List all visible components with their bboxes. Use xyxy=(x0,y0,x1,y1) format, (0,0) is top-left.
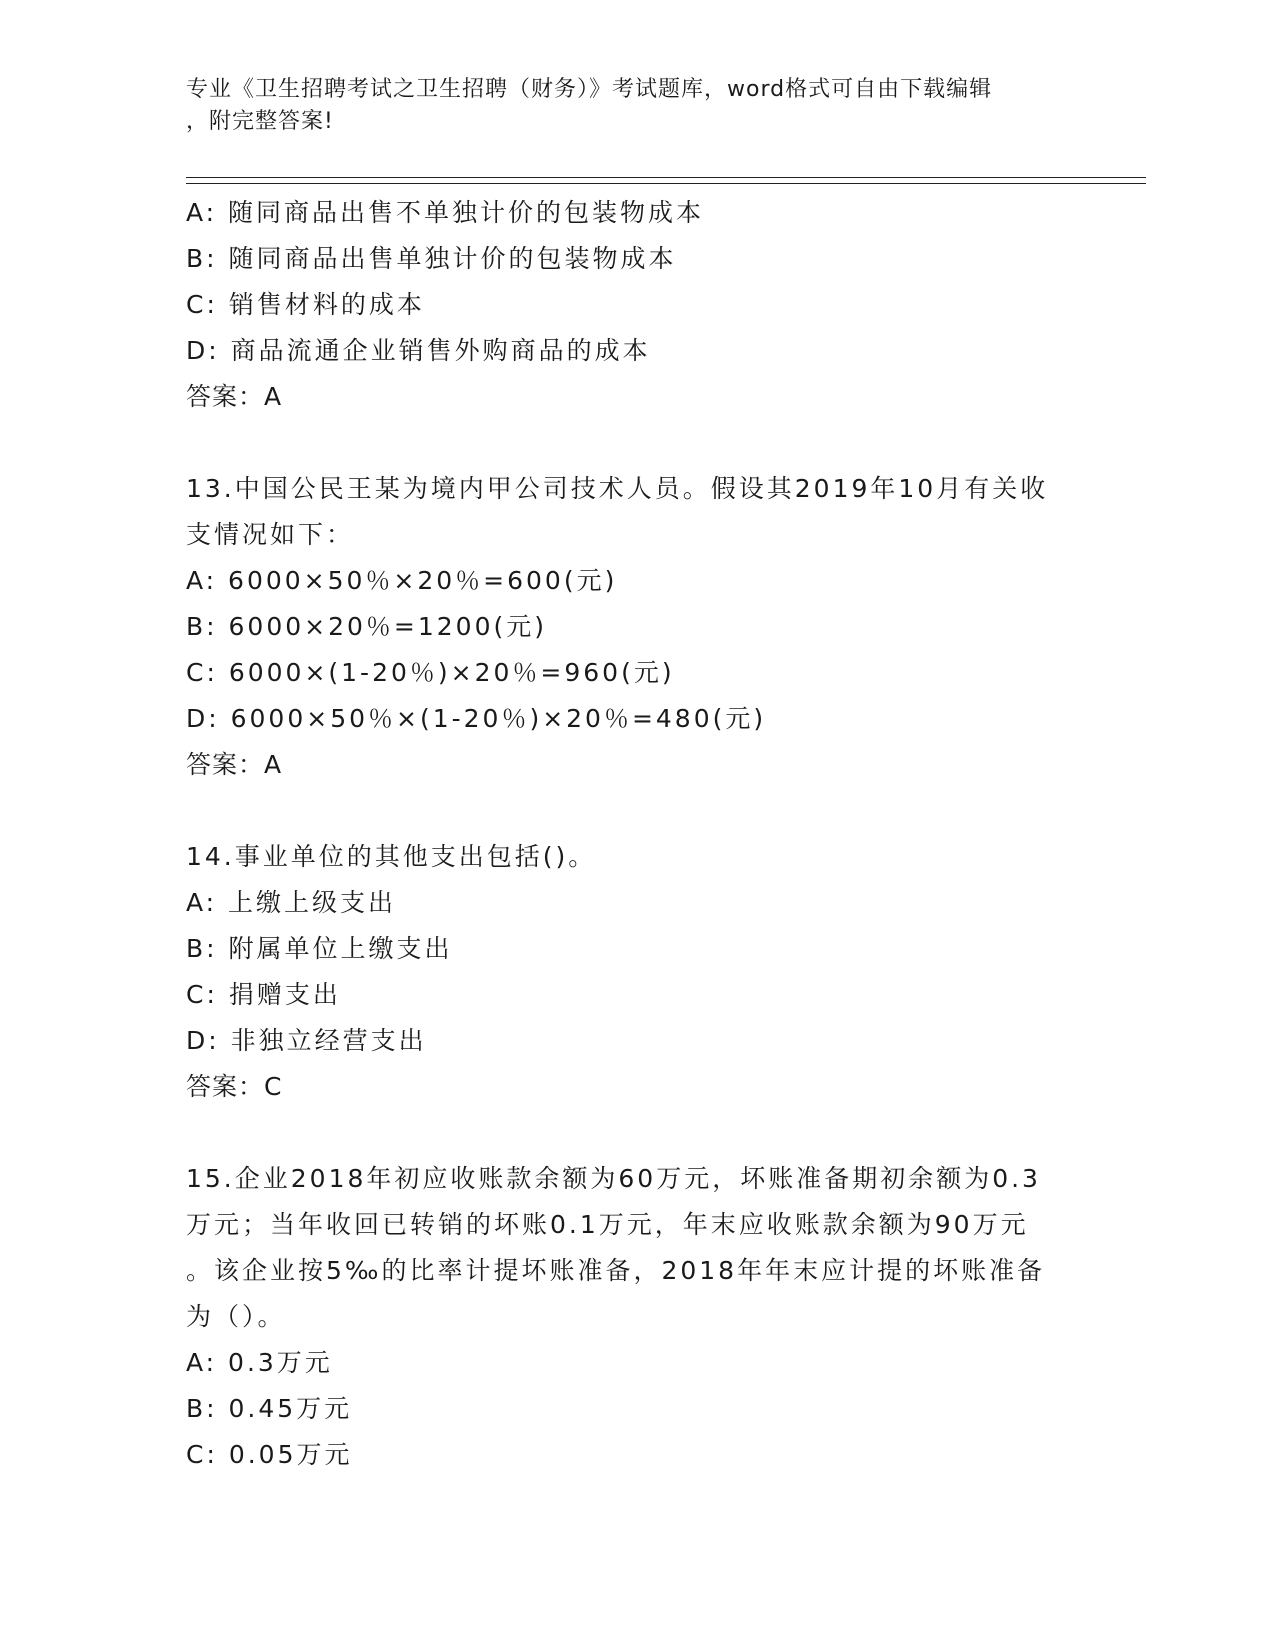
option-b: B: 6000×20％=1200(元) xyxy=(186,612,547,641)
option-a: A: 0.3万元 xyxy=(186,1348,333,1377)
spacer xyxy=(186,1110,1086,1156)
option-a: A: 上缴上级支出 xyxy=(186,888,397,917)
question-list xyxy=(186,190,1086,1478)
question-text: 13.中国公民王某为境内甲公司技术人员。假设其2019年10月有关收 xyxy=(186,474,1049,503)
option-b: B: 0.45万元 xyxy=(186,1394,353,1423)
question-text: 15.企业2018年初应收账款余额为60万元，坏账准备期初余额为0.3 xyxy=(186,1164,1041,1193)
option-c: C: 6000×(1-20％)×20％=960(元) xyxy=(186,658,675,687)
question-text: 。该企业按5‰的比率计提坏账准备，2018年年末应计提的坏账准备 xyxy=(186,1256,1046,1285)
option-d: D: 6000×50％×(1-20％)×20％=480(元) xyxy=(186,704,767,733)
option-d: D: 商品流通企业销售外购商品的成本 xyxy=(186,336,651,365)
option-b: B: 附属单位上缴支出 xyxy=(186,934,453,963)
question-text: 为（）。 xyxy=(186,1302,286,1331)
answer: 答案：C xyxy=(186,1072,283,1101)
option-d: D: 非独立经营支出 xyxy=(186,1026,427,1055)
document-header xyxy=(186,74,1086,138)
header-line-2: ，附完整答案! xyxy=(186,109,334,134)
header-divider-bottom xyxy=(186,183,1146,184)
option-c: C: 捐赠支出 xyxy=(186,980,341,1009)
question-14 xyxy=(186,834,1086,1110)
option-a: A: 6000×50％×20％=600(元) xyxy=(186,566,618,595)
option-b: B: 随同商品出售单独计价的包装物成本 xyxy=(186,244,677,273)
spacer xyxy=(186,420,1086,466)
header-line-1: 专业《卫生招聘考试之卫生招聘（财务）》考试题库，word格式可自由下载编辑 xyxy=(186,77,993,102)
option-c: C: 销售材料的成本 xyxy=(186,290,425,319)
option-c: C: 0.05万元 xyxy=(186,1440,353,1469)
question-15 xyxy=(186,1156,1086,1478)
question-text: 万元；当年收回已转销的坏账0.1万元，年末应收账款余额为90万元 xyxy=(186,1210,1029,1239)
answer: 答案：A xyxy=(186,382,283,411)
spacer xyxy=(186,788,1086,834)
answer: 答案：A xyxy=(186,750,283,779)
option-a: A: 随同商品出售不单独计价的包装物成本 xyxy=(186,198,705,227)
question-12 xyxy=(186,190,1086,420)
header-divider-top xyxy=(186,177,1146,178)
question-text: 支情况如下： xyxy=(186,520,355,549)
question-text: 14.事业单位的其他支出包括()。 xyxy=(186,842,597,871)
question-13 xyxy=(186,466,1086,788)
